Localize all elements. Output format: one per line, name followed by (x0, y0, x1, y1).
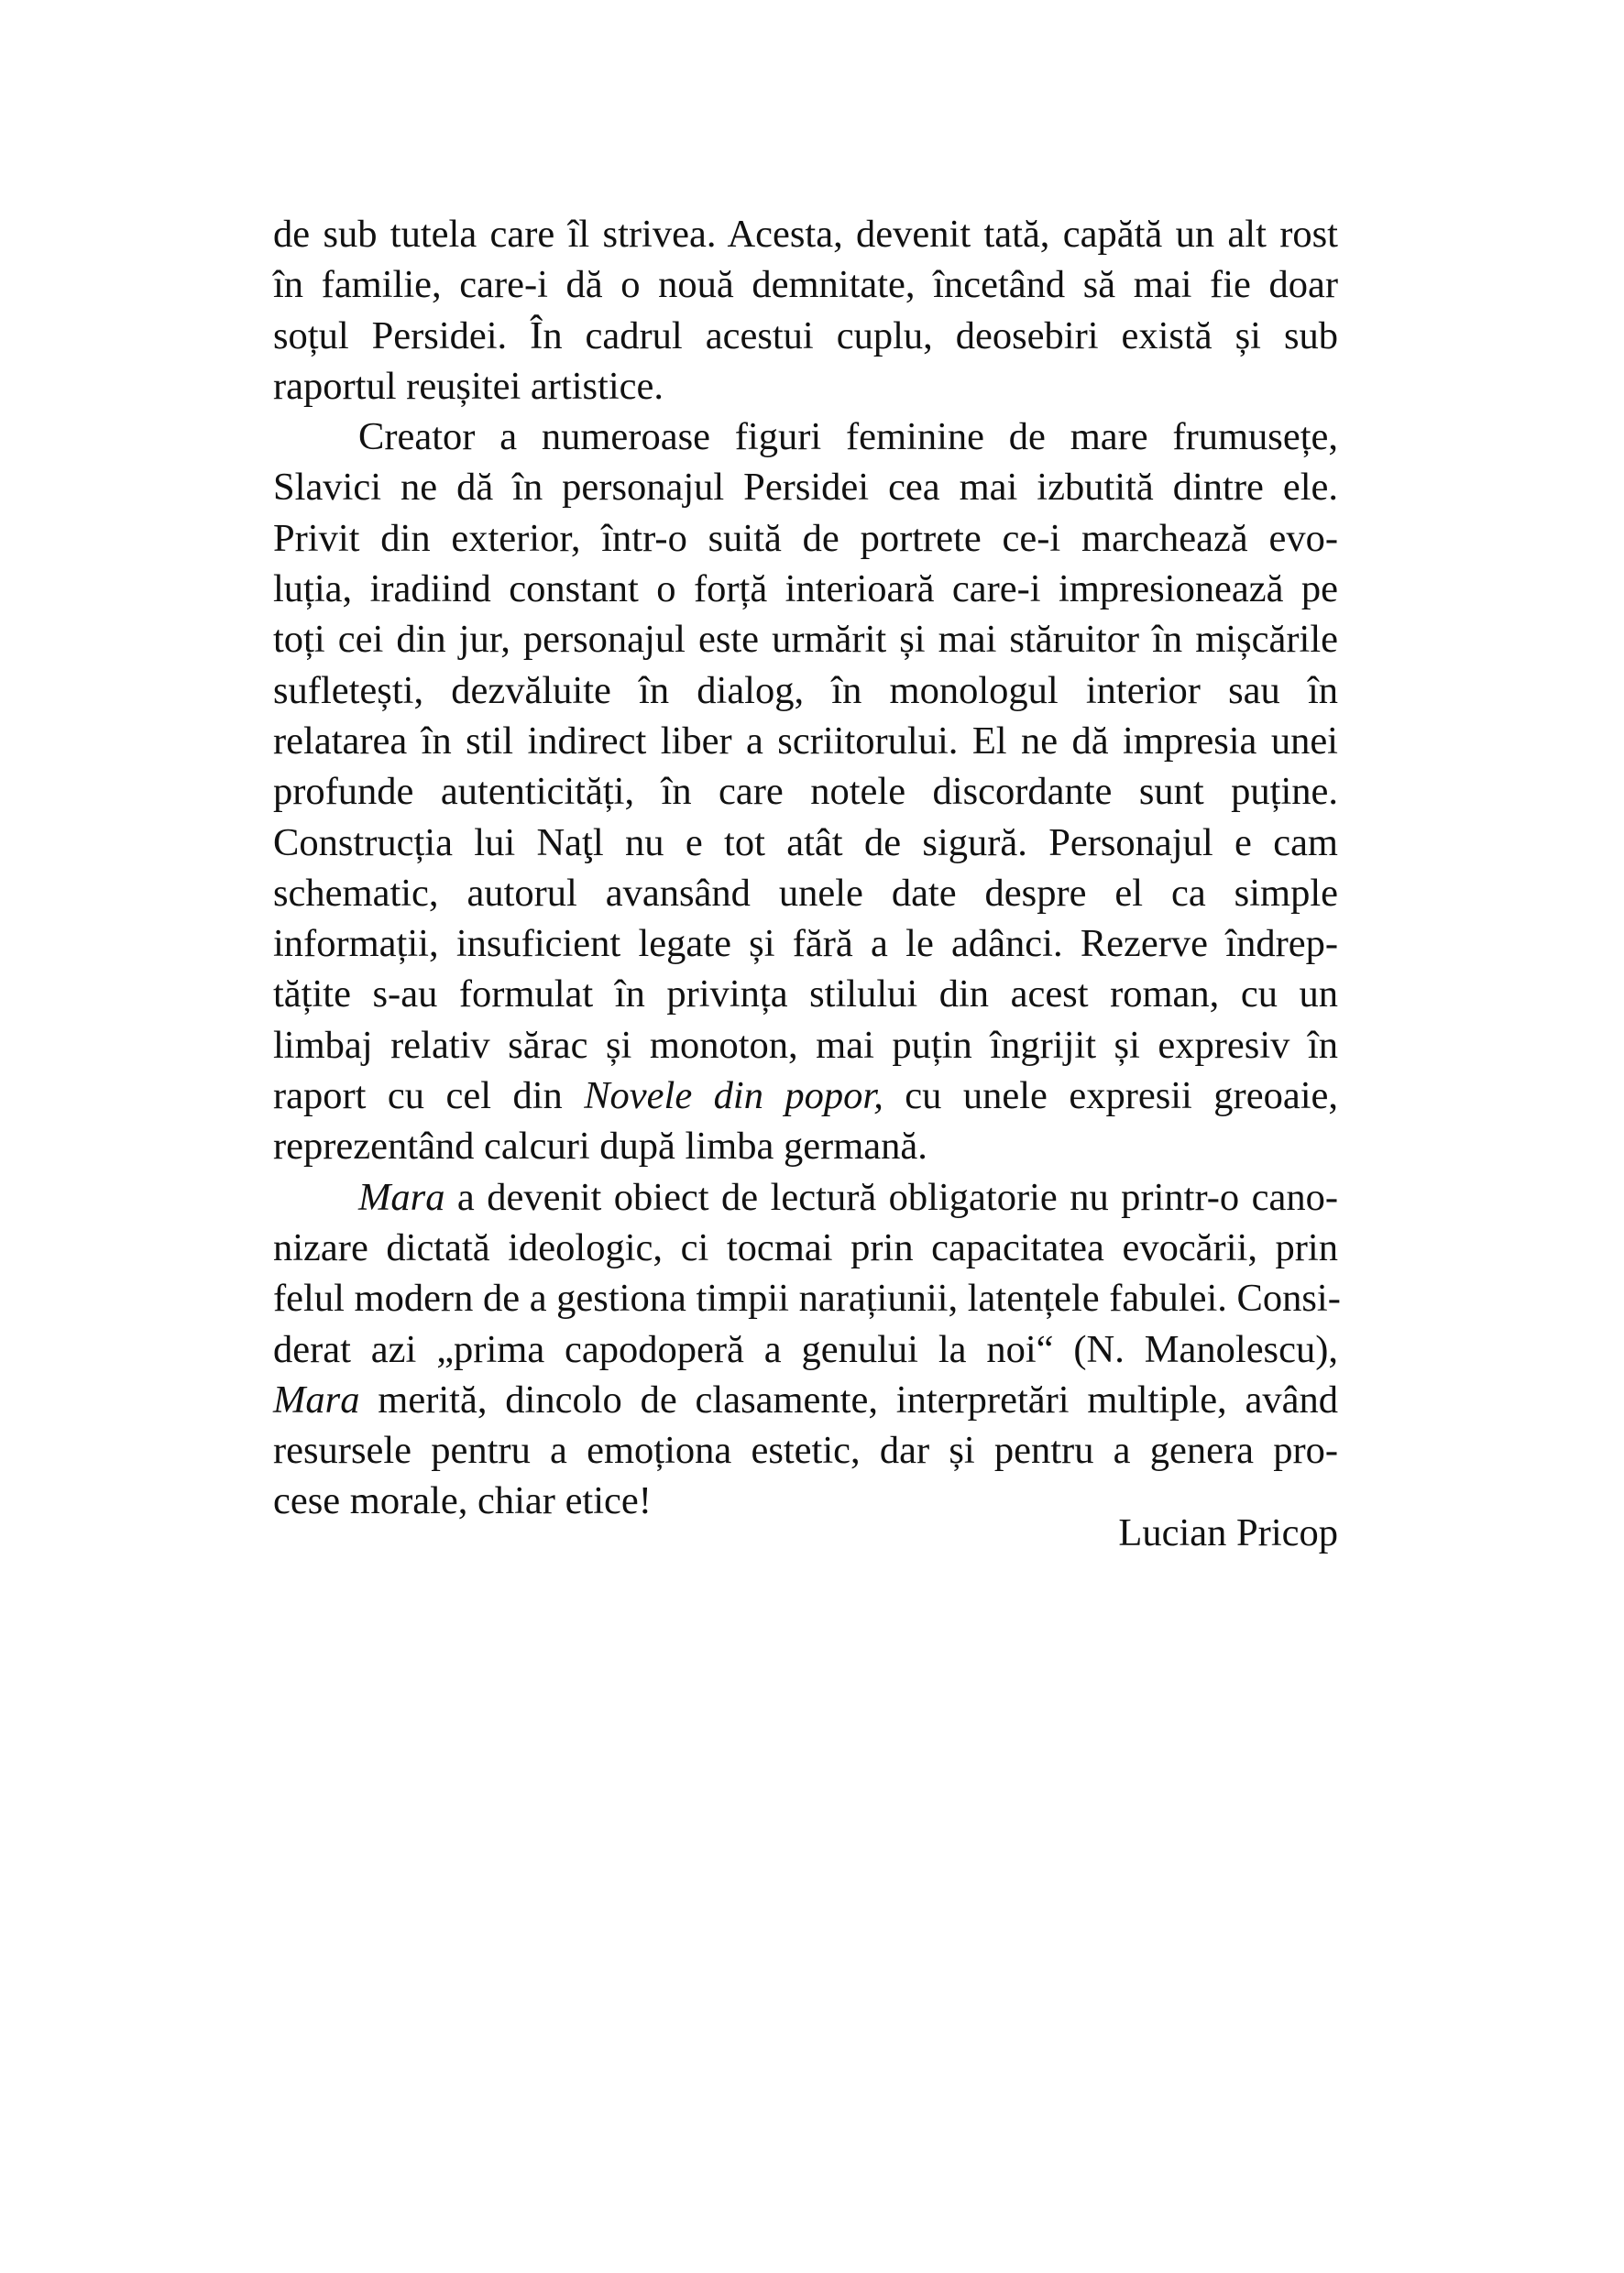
text-segment: resursele pentru a emoționa estetic, dar și pentru a genera pro- (273, 1429, 1338, 1473)
text-line (273, 868, 1338, 918)
text-segment: cu unele expresii greoaie, (883, 1074, 1338, 1118)
text-segment: reprezentând calcuri după limba germană. (273, 1125, 927, 1169)
text-segment: soțul Persidei. În cadrul acestui cuplu, deosebiri există și sub (273, 313, 1338, 357)
text-segment: felul modern de a gestiona timpii narațiunii, latențele fabulei. Consi- (273, 1277, 1341, 1321)
text-line (273, 564, 1338, 614)
text-segment: de sub tutela care îl strivea. Acesta, devenit tată, capătă un alt rost (273, 213, 1338, 256)
text-line (273, 766, 1338, 817)
text-segment: a devenit obiect de lectură obligatorie nu printr-o cano- (444, 1175, 1338, 1219)
text-line (273, 412, 1338, 462)
text-segment: raportul reușitei artistice. (273, 364, 664, 408)
body-text (273, 209, 1341, 1527)
text-line (273, 665, 1338, 716)
text-segment: derat azi „prima capodoperă a genului la noi“ (N. Manolescu), (273, 1327, 1338, 1371)
text-line (273, 513, 1338, 564)
text-line (273, 1020, 1338, 1071)
text-segment: luția, iradiind constant o forță interioară care-i impresionează pe (273, 567, 1338, 611)
text-line (273, 361, 1338, 412)
text-segment: merită, dincolo de clasamente, interpretări multiple, având (359, 1378, 1338, 1422)
text-segment: Privit din exterior, într-o suită de portrete ce-i marchează evo- (273, 516, 1338, 560)
text-line (273, 818, 1338, 868)
text-segment: sufletești, dezvăluite în dialog, în monologul interior sau în (273, 668, 1338, 712)
text-line (273, 1223, 1338, 1273)
paragraph (273, 209, 1338, 412)
text-segment: cese morale, chiar etice! (273, 1479, 652, 1523)
text-line (273, 716, 1338, 766)
paragraph (273, 1172, 1341, 1527)
text-line (273, 311, 1338, 361)
text-segment: relatarea în stil indirect liber a scriitorului. El ne dă impresia unei (273, 719, 1338, 763)
text-segment: schematic, autorul avansând unele date despre el ca simple (273, 871, 1338, 915)
text-line (273, 1071, 1338, 1121)
text-line (273, 209, 1338, 259)
text-line (273, 918, 1338, 969)
text-line (273, 1324, 1338, 1375)
text-segment: nizare dictată ideologic, ci tocmai prin capacitatea evocării, prin (273, 1225, 1338, 1269)
text-line (273, 614, 1338, 664)
text-segment: Slavici ne dă în personajul Persidei cea mai izbutită dintre ele. (273, 466, 1338, 510)
italic-title: Mara (358, 1175, 445, 1219)
text-line (273, 259, 1338, 310)
italic-title: Novele din popor, (584, 1074, 883, 1118)
author-signature: Lucian Pricop (1118, 1511, 1338, 1554)
text-line (273, 1273, 1341, 1323)
paragraph (273, 412, 1338, 1171)
text-segment: informații, insuficient legate și fără a le adânci. Rezerve îndrep- (273, 922, 1338, 966)
text-segment: profunde autenticități, în care notele discordante sunt puține. (273, 770, 1338, 814)
text-line (273, 1375, 1338, 1425)
italic-title: Mara (273, 1378, 360, 1422)
text-line (273, 1172, 1338, 1223)
text-line (273, 462, 1338, 512)
text-segment: raport cu cel din (273, 1074, 585, 1118)
text-segment: limbaj relativ sărac și monoton, mai puțin îngrijit și expresiv în (273, 1023, 1338, 1067)
text-segment: în familie, care-i dă o nouă demnitate, încetând să mai fie doar (273, 263, 1338, 307)
text-line (273, 1425, 1338, 1476)
text-segment: Creator a numeroase figuri feminine de mare frumusețe, (358, 415, 1338, 459)
text-line (273, 1121, 1338, 1171)
text-segment: tățite s-au formulat în privința stilului din acest roman, cu un (273, 972, 1338, 1016)
text-segment: Construcția lui Naţl nu e tot atât de sigură. Personajul e cam (273, 820, 1338, 864)
text-line (273, 969, 1338, 1019)
text-segment: toți cei din jur, personajul este urmărit și mai stăruitor în mișcările (273, 618, 1338, 662)
